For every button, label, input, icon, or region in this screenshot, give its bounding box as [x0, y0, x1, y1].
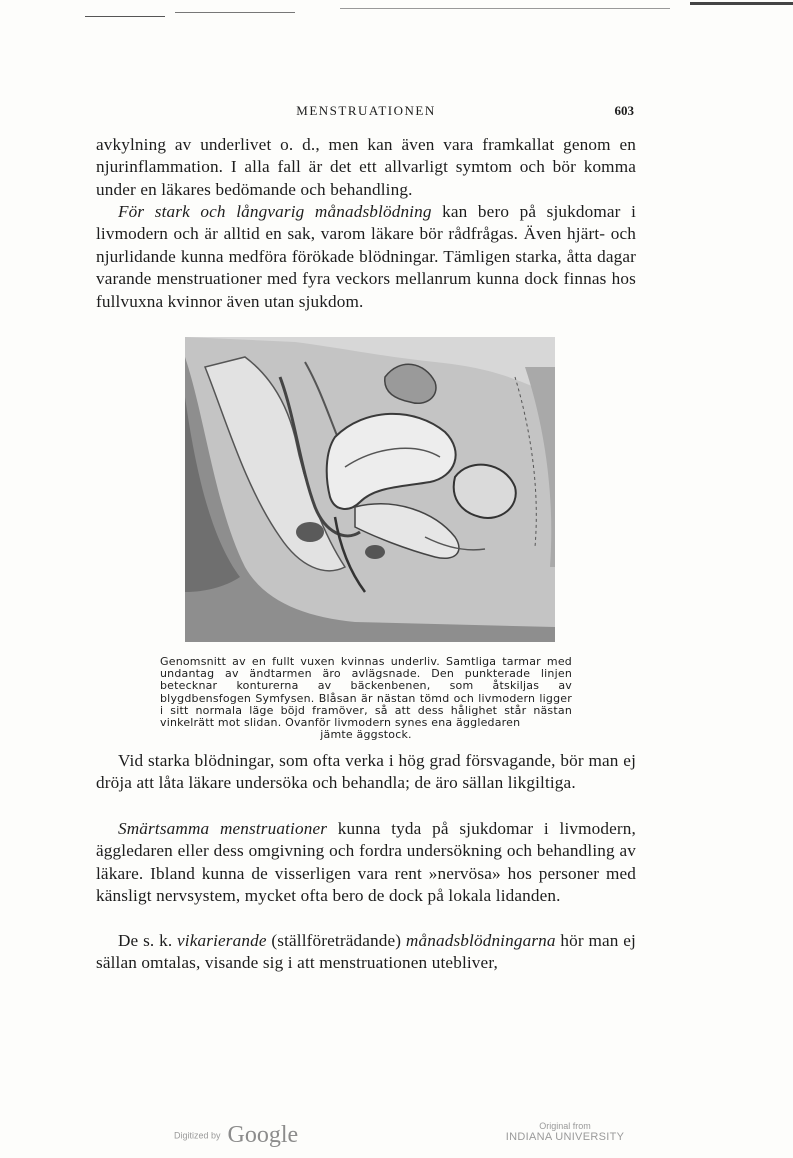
- paragraph-1: avkylning av underlivet o. d., men kan även vara framkallat genom en njurinflammation. I alla fall är det ett allvarligt symtom och bör komma under en läkares bedömande och behandling.: [96, 135, 636, 199]
- cross-section-drawing: [185, 337, 555, 642]
- paragraph-4: [96, 818, 636, 908]
- paragraph-text: kan bero på sjukdomar i livmodern och är alltid en sak, varom läkare bör rådfrågas. Även hjärt- och njurlidande kunna medföra förökade blödningar. Tämligen starka, åtta dagar varande menstruationer med fyra veckors mellanrum kunna dock finnas hos fullvuxna kvinnor även utan sjukdom.: [96, 202, 636, 311]
- origin-watermark: [505, 1121, 625, 1143]
- scan-line: [340, 8, 670, 9]
- figure-caption: [160, 656, 572, 741]
- institution-name: INDIANA UNIVERSITY: [505, 1131, 625, 1143]
- emphasis: För stark och långvarig månadsblödning: [118, 202, 432, 221]
- caption-text: Genomsnitt av en fullt vuxen kvinnas underliv. Samtliga tarmar med undantag av ändtarmen äro avlägsnade. Den punkterade linjen betecknar konturerna av bäckenbenen, som åtskiljas av blygdbensfogen Symfysen. Blåsan är nästan tömd och livmodern ligger i sitt normala läge böjd framöver, så att dess hålighet står nästan vinkelrätt mot slidan. Ovanför livmodern synes ena äggledaren: [160, 655, 572, 730]
- anatomy-illustration: [185, 337, 555, 642]
- digitization-watermark: [174, 1122, 298, 1149]
- page-number: 603: [614, 103, 634, 118]
- paragraph-5: [96, 930, 636, 975]
- scan-line: [85, 16, 165, 17]
- paragraph-2: [96, 201, 636, 313]
- google-logo: Google: [227, 1122, 299, 1148]
- emphasis: månadsblödningarna: [405, 931, 556, 950]
- paragraph-3: Vid starka blödningar, som ofta verka i hög grad försvagande, bör man ej dröja att låta läkare undersöka och behandla; de äro sällan likgiltiga.: [96, 751, 636, 793]
- emphasis: Smärtsamma menstruationer: [118, 819, 328, 838]
- page-header: [96, 103, 636, 121]
- paragraph-text: kunna tyda på sjukdomar i livmodern, äggledaren eller dess omgivning och fordra undersökning och behandling av läkare. Ibland kunna de visserligen vara rent »nervösa» hos personer med känsligt nervsystem, mycket ofta bero de dock på lokala lidanden.: [96, 819, 636, 906]
- caption-text-end: jämte äggstock.: [320, 728, 412, 742]
- original-from-label: Original from: [539, 1121, 591, 1131]
- running-head: MENSTRUATIONEN: [296, 103, 436, 118]
- scan-line: [175, 12, 295, 13]
- paragraph-text: (ställföreträdande): [266, 931, 406, 950]
- emphasis: vikarierande: [177, 931, 267, 950]
- paragraph-text: hör man ej sällan omtalas, visande sig i att menstruationen utebliver,: [96, 931, 636, 973]
- digitized-by-label: Digitized by: [174, 1130, 221, 1141]
- scan-line: [690, 2, 793, 5]
- paragraph-text: De s. k.: [118, 931, 178, 950]
